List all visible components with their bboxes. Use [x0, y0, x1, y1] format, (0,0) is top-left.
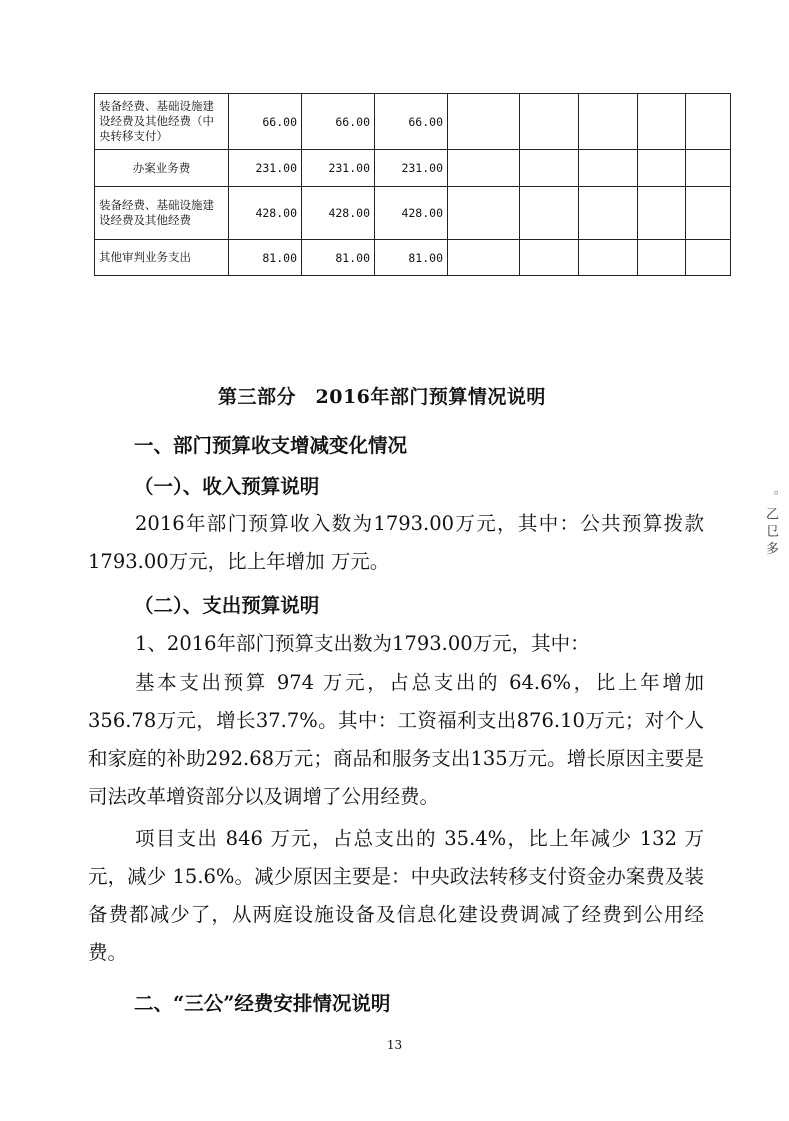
value-cell: 428.00: [229, 187, 302, 240]
value-cell: 81.00: [375, 240, 448, 276]
empty-cell: [579, 94, 638, 150]
empty-cell: [579, 240, 638, 276]
heading-budget-changes: 一、部门预算收支增减变化情况: [134, 434, 408, 457]
empty-cell: [448, 150, 520, 187]
empty-cell: [520, 187, 579, 240]
value-cell: 231.00: [229, 150, 302, 187]
empty-cell: [638, 94, 686, 150]
value-cell: 66.00: [375, 94, 448, 150]
empty-cell: [638, 187, 686, 240]
value-cell: 66.00: [229, 94, 302, 150]
income-paragraph: 2016年部门预算收入数为1793.00万元，其中：公共预算拨款1793.00万元，比上年增加 万元。: [88, 512, 704, 573]
value-cell: 428.00: [375, 187, 448, 240]
value-cell: 428.00: [302, 187, 375, 240]
page-number: 13: [386, 1038, 403, 1052]
section-title: 第三部分 2016年部门预算情况说明: [218, 386, 546, 408]
table-row: [95, 150, 731, 187]
budget-table: [94, 93, 731, 276]
basic-expense-paragraph: 基本支出预算 974 万元，占总支出的 64.6%，比上年增加356.78万元，增长37.7%。其中：工资福利支出876.10万元；对个人和家庭的补助292.68万元；商品和服务支出135万元。增长原因主要是司法改革增资部分以及调增了公用经费。: [88, 671, 704, 808]
row-label: 办案业务费: [95, 150, 229, 187]
empty-cell: [686, 94, 731, 150]
value-cell: 81.00: [229, 240, 302, 276]
table-row: [95, 94, 731, 150]
empty-cell: [448, 187, 520, 240]
value-cell: 81.00: [302, 240, 375, 276]
empty-cell: [686, 240, 731, 276]
heading-three-public: 二、“三公”经费安排情况说明: [134, 992, 391, 1015]
empty-cell: [638, 240, 686, 276]
empty-cell: [686, 150, 731, 187]
value-cell: 231.00: [375, 150, 448, 187]
empty-cell: [638, 150, 686, 187]
row-label: 装备经费、基础设施建设经费及其他经费: [95, 187, 229, 240]
value-cell: 66.00: [302, 94, 375, 150]
project-expense-paragraph: 项目支出 846 万元，占总支出的 35.4%，比上年减少 132 万元，减少 15.6%。减少原因主要是：中央政法转移支付资金办案费及装备费都减少了，从两庭设施设备及信息化建设费调减了经费到公用经费。: [88, 827, 704, 964]
empty-cell: [579, 187, 638, 240]
value-cell: 231.00: [302, 150, 375, 187]
expense-intro: 1、2016年部门预算支出数为1793.00万元，其中：: [135, 632, 590, 655]
heading-expense: （二）、支出预算说明: [134, 594, 320, 617]
row-label: 装备经费、基础设施建设经费及其他经费（中央转移支付）: [95, 94, 229, 150]
empty-cell: [686, 187, 731, 240]
empty-cell: [520, 240, 579, 276]
empty-cell: [520, 94, 579, 150]
empty-cell: [448, 240, 520, 276]
row-label: 其他审判业务支出: [95, 240, 229, 276]
table-row: [95, 240, 731, 276]
empty-cell: [520, 150, 579, 187]
heading-income: （一）、收入预算说明: [134, 475, 320, 498]
empty-cell: [579, 150, 638, 187]
table-row: [95, 187, 731, 240]
margin-marks: 。 乙 㔾 多: [763, 490, 778, 555]
empty-cell: [448, 94, 520, 150]
